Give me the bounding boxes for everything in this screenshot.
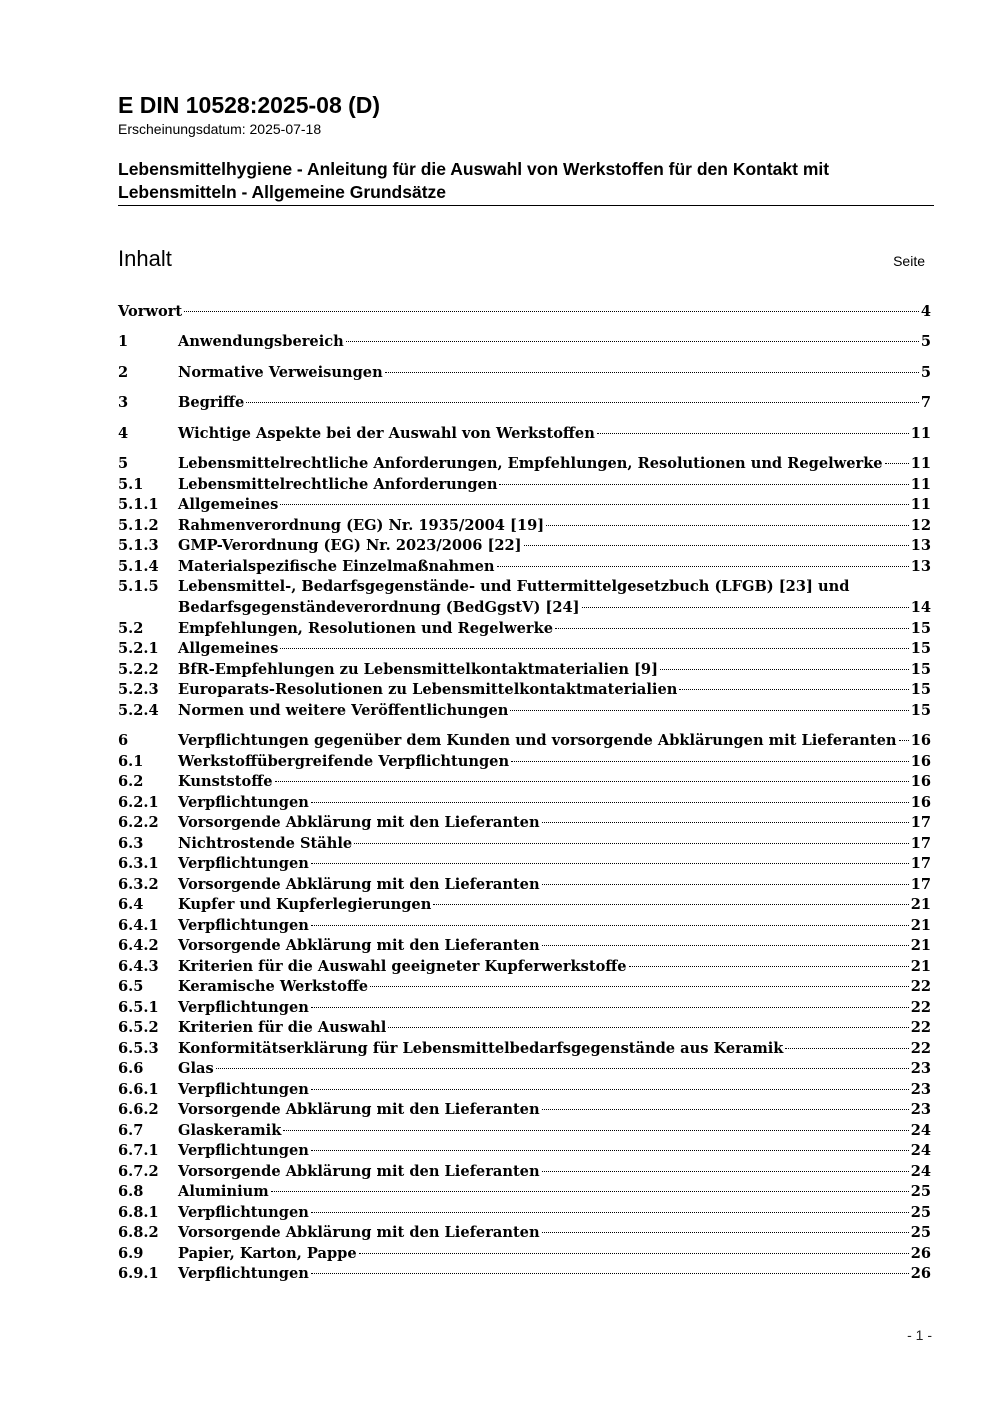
toc-entry-title: Vorsorgende Abklärung mit den Lieferanten [178,1224,540,1241]
toc-entry-leader [679,689,908,690]
toc-entry-number: 6.9 [118,1245,144,1262]
toc-entry[interactable] [118,752,931,773]
toc-entry-title: Vorsorgende Abklärung mit den Lieferanten [178,937,540,954]
toc-entry-number: 5.2.4 [118,702,159,719]
toc-entry[interactable] [118,475,931,496]
toc-entry-number: 5.1.3 [118,537,159,554]
toc-entry[interactable] [118,1141,931,1162]
toc-entry-title: Vorwort [118,303,183,320]
toc-entry-title: Nichtrostende Stähle [178,835,353,852]
toc-entry-leader [660,669,909,670]
toc-entry[interactable] [118,1182,931,1203]
toc-entry-page: 22 [910,999,931,1016]
toc-entry-leader [510,710,908,711]
toc-entry-leader [275,781,909,782]
toc-entry[interactable] [118,793,931,814]
toc-entry[interactable] [118,1264,931,1285]
toc-entry-leader [359,1253,909,1254]
toc-entry-title: Lebensmittelrechtliche Anforderungen, Empfehlungen, Resolutionen und Regelwerke [178,455,883,472]
toc-entry-leader [283,1130,908,1131]
toc-entry-leader [511,761,909,762]
toc-entry-number: 5 [118,455,129,472]
toc-entry-leader [311,863,909,864]
toc-entry-number: 6.4 [118,896,144,913]
toc-entry-page: 11 [910,425,931,442]
toc-entry-leader [354,843,909,844]
toc-entry-number: 6.7 [118,1122,144,1139]
toc-entry-leader [546,525,909,526]
toc-entry-number: 1 [118,333,129,350]
toc-entry[interactable] [118,1059,931,1080]
toc-entry[interactable] [118,1121,931,1142]
toc-entry-title: Werkstoffübergreifende Verpflichtungen [178,753,510,770]
toc-entry-number: 6.7.2 [118,1163,159,1180]
toc-entry-title: Vorsorgende Abklärung mit den Lieferanten [178,1163,540,1180]
toc-entry-number: 5.2.3 [118,681,159,698]
toc-entry-number: 5.1.4 [118,558,159,575]
toc-entry-page: 17 [910,814,931,831]
toc-entry-title: Glas [178,1060,214,1077]
toc-entry-title: Normen und weitere Veröffentlichungen [178,702,509,719]
toc-entry-page: 17 [910,876,931,893]
toc-entry-leader [388,1027,908,1028]
publication-date: Erscheinungsdatum: 2025-07-18 [118,121,322,137]
toc-entry-number: 2 [118,364,129,381]
toc-entry[interactable] [118,875,931,896]
toc-entry[interactable] [118,1039,931,1060]
toc-entry-leader [280,648,908,649]
toc-entry-number: 5.2.1 [118,640,159,657]
toc-entry-number: 6.4.2 [118,937,159,954]
toc-entry-number: 5.1.2 [118,517,159,534]
toc-entry-page: 16 [910,794,931,811]
toc-entry-leader [311,1150,909,1151]
toc-entry[interactable] [118,854,931,875]
toc-entry[interactable] [118,1244,931,1265]
toc-entry-leader [542,1171,909,1172]
toc-entry-leader [629,966,909,967]
toc-entry[interactable] [118,660,931,681]
toc-entry[interactable] [118,936,931,957]
toc-entry-leader [542,1232,909,1233]
toc-entry-number: 6.5.1 [118,999,159,1016]
toc-entry-number: 5.2 [118,620,144,637]
toc-entry-leader [524,545,909,546]
toc-entry-title: Kriterien für die Auswahl [178,1019,387,1036]
toc-entry[interactable] [118,557,931,578]
toc-entry-page: 23 [910,1101,931,1118]
toc-entry-page: 26 [910,1265,931,1282]
toc-entry-page: 15 [910,661,931,678]
toc-entry[interactable] [118,916,931,937]
toc-entry-number: 6.5.2 [118,1019,159,1036]
toc-entry-leader [311,1212,909,1213]
toc-entry-title: Papier, Karton, Pappe [178,1245,357,1262]
toc-entry-number: 6.1 [118,753,144,770]
toc-entry-leader [885,463,909,464]
toc-entry-page: 25 [910,1204,931,1221]
document-title: Lebensmittelhygiene - Anleitung für die Auswahl von Werkstoffen für den Kontakt mit Lebensmitteln - Allgemeine Grundsätze [118,159,830,202]
toc-entry-leader [597,433,909,434]
toc-entry-title: Materialspezifische Einzelmaßnahmen [178,558,495,575]
toc-entry-title: Verpflichtungen [178,1204,309,1221]
toc-entry-page: 16 [910,732,931,749]
toc-entry-leader [216,1068,909,1069]
toc-entry-page: 16 [910,753,931,770]
toc-entry-leader [311,925,909,926]
toc-entry-page: 15 [910,681,931,698]
toc-entry-leader [785,1048,908,1049]
toc-entry[interactable] [118,1018,931,1039]
toc-entry-title: Konformitätserklärung für Lebensmittelbedarfsgegenstände aus Keramik [178,1040,784,1057]
table-of-contents [118,0,931,1300]
toc-entry-page: 25 [910,1224,931,1241]
toc-entry[interactable] [118,772,931,793]
page-column-label: Seite [893,253,925,269]
toc-entry-title: Verpflichtungen [178,794,309,811]
toc-entry[interactable] [118,731,931,752]
toc-entry-number: 6.8 [118,1183,144,1200]
toc-entry[interactable] [118,393,931,414]
toc-entry[interactable] [118,957,931,978]
toc-entry-number: 6.7.1 [118,1142,159,1159]
toc-entry-page: 23 [910,1060,931,1077]
toc-entry-title-continued: Bedarfsgegenständeverordnung (BedGgstV) [24] [178,598,580,616]
toc-entry-page: 24 [910,1122,931,1139]
toc-entry-title: Kunststoffe [178,773,273,790]
toc-entry[interactable] [118,895,931,916]
toc-entry[interactable] [118,619,931,640]
toc-entry-title: Keramische Werkstoffe [178,978,369,995]
toc-entry-leader [582,607,909,608]
toc-entry-page: 21 [910,937,931,954]
toc-entry-page: 22 [910,1019,931,1036]
toc-entry-title: Verpflichtungen gegenüber dem Kunden und vorsorgende Abklärungen mit Lieferanten [178,732,897,749]
toc-entry-number: 6.6.2 [118,1101,159,1118]
toc-entry-title: Glaskeramik [178,1122,282,1139]
toc-entry-leader [311,1007,909,1008]
toc-entry-page: 24 [910,1142,931,1159]
toc-entry-title: Rahmenverordnung (EG) Nr. 1935/2004 [19] [178,517,545,534]
toc-entry-title: Vorsorgende Abklärung mit den Lieferanten [178,814,540,831]
toc-entry-title: GMP-Verordnung (EG) Nr. 2023/2006 [22] [178,537,522,554]
toc-entry-leader [542,1109,909,1110]
toc-entry-number: 6.9.1 [118,1265,159,1282]
toc-entry-page: 16 [910,773,931,790]
toc-entry-page: 11 [910,496,931,513]
toc-entry[interactable] [118,834,931,855]
toc-entry-number: 6.8.1 [118,1204,159,1221]
toc-entry-number: 5.2.2 [118,661,159,678]
toc-entry-page: 21 [910,917,931,934]
toc-entry-title: Lebensmittelrechtliche Anforderungen [178,476,498,493]
toc-entry-number: 5.1 [118,476,144,493]
toc-entry-page: 4 [920,303,931,320]
toc-entry-leader [184,311,919,312]
toc-entry-number: 6.5 [118,978,144,995]
toc-entry-number: 6.5.3 [118,1040,159,1057]
toc-entry-foreword[interactable] [118,302,931,323]
toc-entry-title: Verpflichtungen [178,1142,309,1159]
toc-entry-number: 5.1.1 [118,496,159,513]
toc-entry[interactable] [118,998,931,1019]
toc-entry-title: Verpflichtungen [178,917,309,934]
toc-entry-leader [542,822,909,823]
toc-entry-leader [499,484,908,485]
toc-heading: Inhalt [118,246,172,271]
toc-entry-number: 6.6 [118,1060,144,1077]
toc-entry-title: Vorsorgende Abklärung mit den Lieferanten [178,1101,540,1118]
toc-entry-number: 5.1.5 [118,578,159,595]
toc-entry-leader [555,628,909,629]
toc-entry[interactable] [118,1223,931,1244]
toc-entry-number: 6.2 [118,773,144,790]
toc-entry-title: Verpflichtungen [178,1081,309,1098]
toc-entry[interactable] [118,454,931,475]
toc-entry-leader [370,986,909,987]
toc-entry-title: Verpflichtungen [178,855,309,872]
toc-entry-page: 11 [910,455,931,472]
toc-entry-title: Begriffe [178,394,245,411]
toc-entry-number: 4 [118,425,129,442]
toc-entry-leader [271,1191,909,1192]
toc-entry[interactable] [118,1203,931,1224]
toc-entry-page: 26 [910,1245,931,1262]
toc-entry-number: 6.3.1 [118,855,159,872]
toc-entry-title: Lebensmittel-, Bedarfsgegenstände- und Futtermittelgesetzbuch (LFGB) [23] und [178,578,850,595]
toc-entry-page: 11 [910,476,931,493]
toc-entry-title: Verpflichtungen [178,999,309,1016]
toc-entry-title: Allgemeines [178,496,279,513]
toc-entry-number: 6.2.1 [118,794,159,811]
toc-entry-title: Wichtige Aspekte bei der Auswahl von Werkstoffen [178,425,595,442]
toc-entry-leader [311,802,909,803]
toc-entry-page: 15 [910,620,931,637]
footer-page-number: - 1 - [907,1327,932,1343]
toc-entry[interactable] [118,332,931,353]
toc-entry-number: 6.6.1 [118,1081,159,1098]
toc-entry-number: 6.4.3 [118,958,159,975]
toc-entry-page: 17 [910,855,931,872]
toc-entry-title: Empfehlungen, Resolutionen und Regelwerke [178,620,553,637]
toc-entry[interactable] [118,1100,931,1121]
toc-entry-leader [385,372,919,373]
toc-entry-page: 24 [910,1163,931,1180]
toc-entry-leader [280,504,908,505]
toc-entry-leader [542,945,909,946]
toc-entry[interactable] [118,516,931,537]
toc-entry-leader [311,1273,909,1274]
toc-entry-page: 13 [910,558,931,575]
toc-entry-title: Verpflichtungen [178,1265,309,1282]
toc-entry-number: 3 [118,394,129,411]
toc-entry-page: 23 [910,1081,931,1098]
toc-entry-leader [542,884,909,885]
toc-entry[interactable] [118,1162,931,1183]
toc-entry[interactable] [118,680,931,701]
toc-entry-page: 12 [910,517,931,534]
toc-entry[interactable] [118,977,931,998]
toc-entry-page: 22 [910,978,931,995]
toc-entry-title: Normative Verweisungen [178,364,383,381]
toc-entry-page: 25 [910,1183,931,1200]
toc-entry-leader [433,904,908,905]
toc-entry[interactable] [118,701,931,722]
toc-entry-leader [497,566,909,567]
toc-entry[interactable] [118,639,931,660]
toc-entry-title: Allgemeines [178,640,279,657]
toc-entry-page: 22 [910,1040,931,1057]
toc-entry-page: 13 [910,537,931,554]
toc-entry-leader [346,341,919,342]
toc-entry-number: 6.2.2 [118,814,159,831]
toc-entry-page: 21 [910,896,931,913]
toc-entry-number: 6 [118,732,129,749]
toc-entry-title: Aluminium [178,1183,269,1200]
toc-entry-title: Europarats-Resolutionen zu Lebensmittelkontaktmaterialien [178,681,678,698]
toc-entry-page: 15 [910,702,931,719]
toc-entry[interactable] [118,577,931,618]
toc-entry[interactable] [118,363,931,384]
toc-entry-leader [311,1089,909,1090]
toc-entry-title: Kupfer und Kupferlegierungen [178,896,432,913]
toc-entry-page: 5 [920,364,931,381]
toc-entry-page: 7 [920,394,931,411]
toc-entry-page: 5 [920,333,931,350]
toc-entry-page: 15 [910,640,931,657]
toc-entry-title: Vorsorgende Abklärung mit den Lieferanten [178,876,540,893]
toc-entry[interactable] [118,495,931,516]
toc-entry-leader [899,740,909,741]
toc-entry[interactable] [118,424,931,445]
toc-entry-number: 6.3 [118,835,144,852]
toc-entry-leader [246,402,919,403]
toc-entry-page: 17 [910,835,931,852]
toc-entry-title: Anwendungsbereich [178,333,344,350]
toc-entry-title: Kriterien für die Auswahl geeigneter Kupferwerkstoffe [178,958,627,975]
toc-entry-page: 14 [910,598,931,616]
toc-entry[interactable] [118,536,931,557]
toc-entry-title: BfR-Empfehlungen zu Lebensmittelkontaktmaterialien [9] [178,661,658,678]
toc-entry-number: 6.3.2 [118,876,159,893]
toc-entry-number: 6.8.2 [118,1224,159,1241]
document-id: E DIN 10528:2025-08 (D) [118,92,381,118]
toc-entry-page: 21 [910,958,931,975]
toc-entry[interactable] [118,1080,931,1101]
toc-entry[interactable] [118,813,931,834]
toc-entry-number: 6.4.1 [118,917,159,934]
